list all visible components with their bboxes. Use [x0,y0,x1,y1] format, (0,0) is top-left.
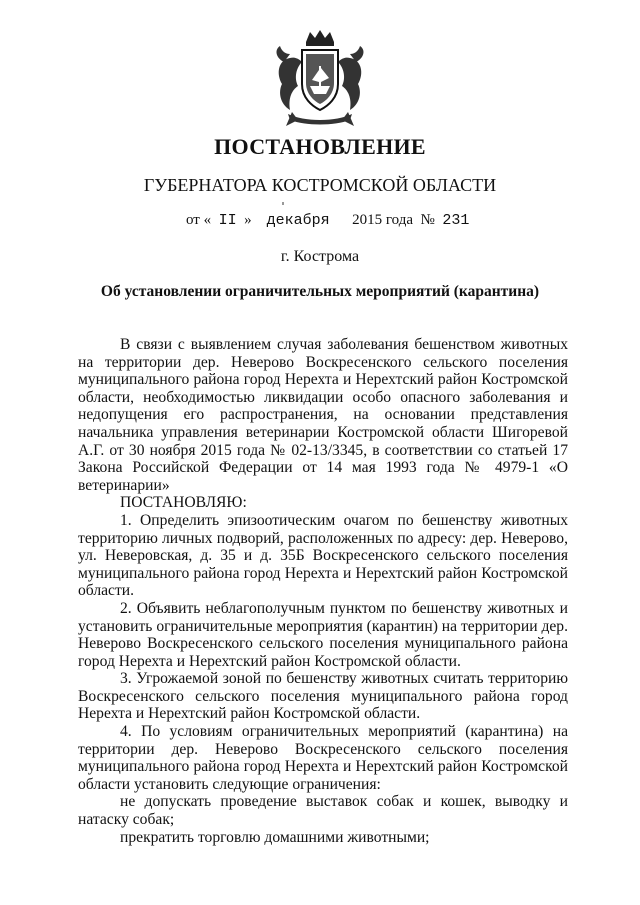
paragraph-item-1: 1. Определить эпизоотическим очагом по бешенству животных территорию личных подворий, расположенных по адресу: дер. Неверово, ул. Неверовская, д. 35 и д. 35Б Воскресенского сельского поселения муниципального района город Нерехта и Нерехтский район Костромской области. [78,511,568,600]
scan-speck [282,202,284,205]
number-sign: № [420,212,435,228]
paragraph-restriction-2: прекратить торговлю домашними животными; [120,828,430,846]
paragraph-item-4: 4. По условиям ограничительных мероприятий (карантина) на территории дер. Неверово Воскресенского сельского поселения муниципального района город Нерехта и Нерехтский район Костромской области установить следующие ограничения: [78,723,568,793]
date-year: 2015 года [352,212,414,228]
paragraph-restriction-1: не допускать проведение выставок собак и кошек, выводку и натаску собак; [78,793,568,829]
paragraph-item-3: 3. Угрожаемой зоной по бешенству животных считать территорию Воскресенского сельского поселения муниципального района город Нерехта и Нерехтский район Костромской области. [78,670,568,723]
document-body [78,336,568,846]
document-title: ПОСТАНОВЛЕНИЕ [214,134,426,159]
date-line [186,212,469,229]
date-quote-close: » [244,212,252,228]
document-subtitle: ГУБЕРНАТОРА КОСТРОМСКОЙ ОБЛАСТИ [143,175,497,195]
date-day: II [218,212,237,229]
paragraph-item-2: 2. Объявить неблагополучным пунктом по бешенству животных и установить ограничительные мероприятия (карантин) на территории дер. Неверово Воскресенского сельского поселения муниципального района город Нерехта и Нерехтский район Костромской области. [78,599,568,670]
date-prefix: от « [186,212,212,228]
document-number: 231 [442,212,470,229]
paragraph-resolve: ПОСТАНОВЛЯЮ: [120,494,247,512]
coat-of-arms-emblem [268,28,372,132]
date-month: декабря [266,212,330,229]
document-heading: Об установлении ограничительных мероприятий (карантина) [100,283,540,300]
paragraph-preamble: В связи с выявлением случая заболевания бешенством животных на территории дер. Неверово Воскресенского сельского поселения муниципального района город Нерехта и Нерехтский район Костромской области, необходимостью ликвидации особо опасного заболевания и недопущения его распространения, на основании представления начальника управления ветеринарии Костромской области Шигоревой А.Г. от 30 ноября 2015 года № 02-13/3345, в соответствии со статьей 17 Закона Российской Федерации от 14 мая 1993 года № 4979-1 «О ветеринарии» [78,336,568,494]
city-name: г. Кострома [280,248,360,265]
